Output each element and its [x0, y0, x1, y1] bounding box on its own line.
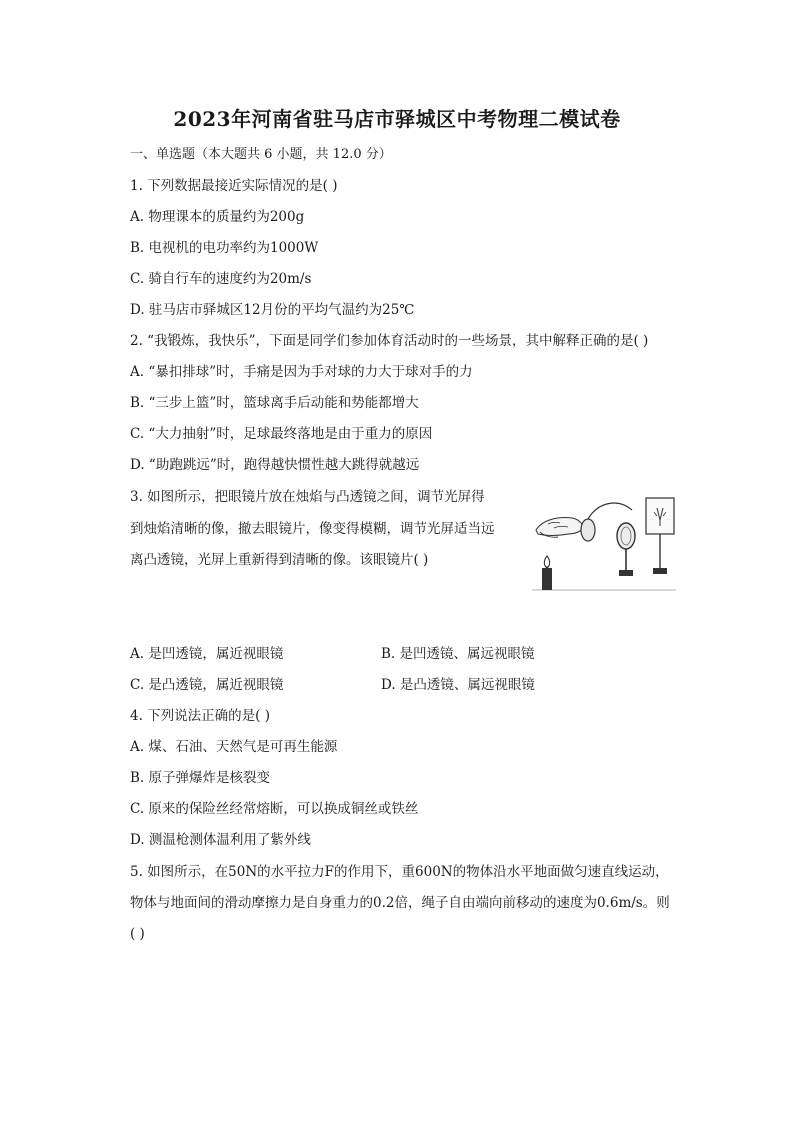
- lens-experiment-illustration: [528, 490, 680, 600]
- question-5-stem-line-1: 5. 如图所示，在50N的水平拉力F的作用下，重600N的物体沿水平地面做匀速直线运动，: [130, 864, 669, 880]
- question-2-option-d: D. “助跑跳远”时，跑得越快惯性越大跳得就越远: [130, 457, 420, 473]
- question-3-stem-line-3: 离凸透镜，光屏上重新得到清晰的像。该眼镜片( ): [130, 552, 429, 568]
- question-3-option-a: A. 是凹透镜，属近视眼镜: [130, 646, 284, 662]
- question-1-option-d: D. 驻马店市驿城区12月份的平均气温约为25℃: [130, 302, 415, 318]
- question-4-stem: 4. 下列说法正确的是( ): [130, 708, 270, 724]
- question-3-option-c: C. 是凸透镜，属近视眼镜: [130, 677, 284, 693]
- question-1-option-a: A. 物理课本的质量约为200g: [130, 209, 305, 225]
- question-1-option-c: C. 骑自行车的速度约为20m/s: [130, 271, 312, 287]
- question-2-option-c: C. “大力抽射”时，足球最终落地是由于重力的原因: [130, 426, 433, 442]
- question-1-stem: 1. 下列数据最接近实际情况的是( ): [130, 178, 338, 194]
- question-3-stem-line-1: 3. 如图所示，把眼镜片放在烛焰与凸透镜之间，调节光屏得: [130, 489, 485, 505]
- page-title: 2023年河南省驻马店市驿城区中考物理二模试卷: [173, 107, 621, 131]
- question-5-stem-line-2: 物体与地面间的滑动摩擦力是自身重力的0.2倍，绳子自由端向前移动的速度为0.6m/s。则: [130, 895, 670, 911]
- question-2-option-a: A. “暴扣排球”时，手痛是因为手对球的力大于球对手的力: [130, 364, 473, 380]
- question-4-option-a: A. 煤、石油、天然气是可再生能源: [130, 739, 338, 755]
- question-3-option-b: B. 是凹透镜、属远视眼镜: [381, 646, 535, 662]
- question-3-option-d: D. 是凸透镜、属远视眼镜: [381, 677, 535, 693]
- question-2-stem: 2. “我锻炼，我快乐”，下面是同学们参加体育活动时的一些场景，其中解释正确的是( ): [130, 333, 649, 349]
- lens-experiment-figure: [528, 490, 680, 600]
- question-4-option-d: D. 测温枪测体温利用了紫外线: [130, 832, 311, 848]
- section-heading: 一、单选题（本大题共 6 小题，共 12.0 分）: [130, 147, 392, 162]
- question-1-option-b: B. 电视机的电功率约为1000W: [130, 240, 319, 256]
- question-2-option-b: B. “三步上篮”时，篮球离手后动能和势能都增大: [130, 395, 419, 411]
- question-3-stem-line-2: 到烛焰清晰的像，撤去眼镜片，像变得模糊，调节光屏适当远: [130, 521, 495, 537]
- question-4-option-b: B. 原子弹爆炸是核裂变: [130, 770, 271, 786]
- question-5-stem-line-3: ( ): [130, 926, 145, 942]
- question-4-option-c: C. 原来的保险丝经常熔断，可以换成铜丝或铁丝: [130, 801, 419, 817]
